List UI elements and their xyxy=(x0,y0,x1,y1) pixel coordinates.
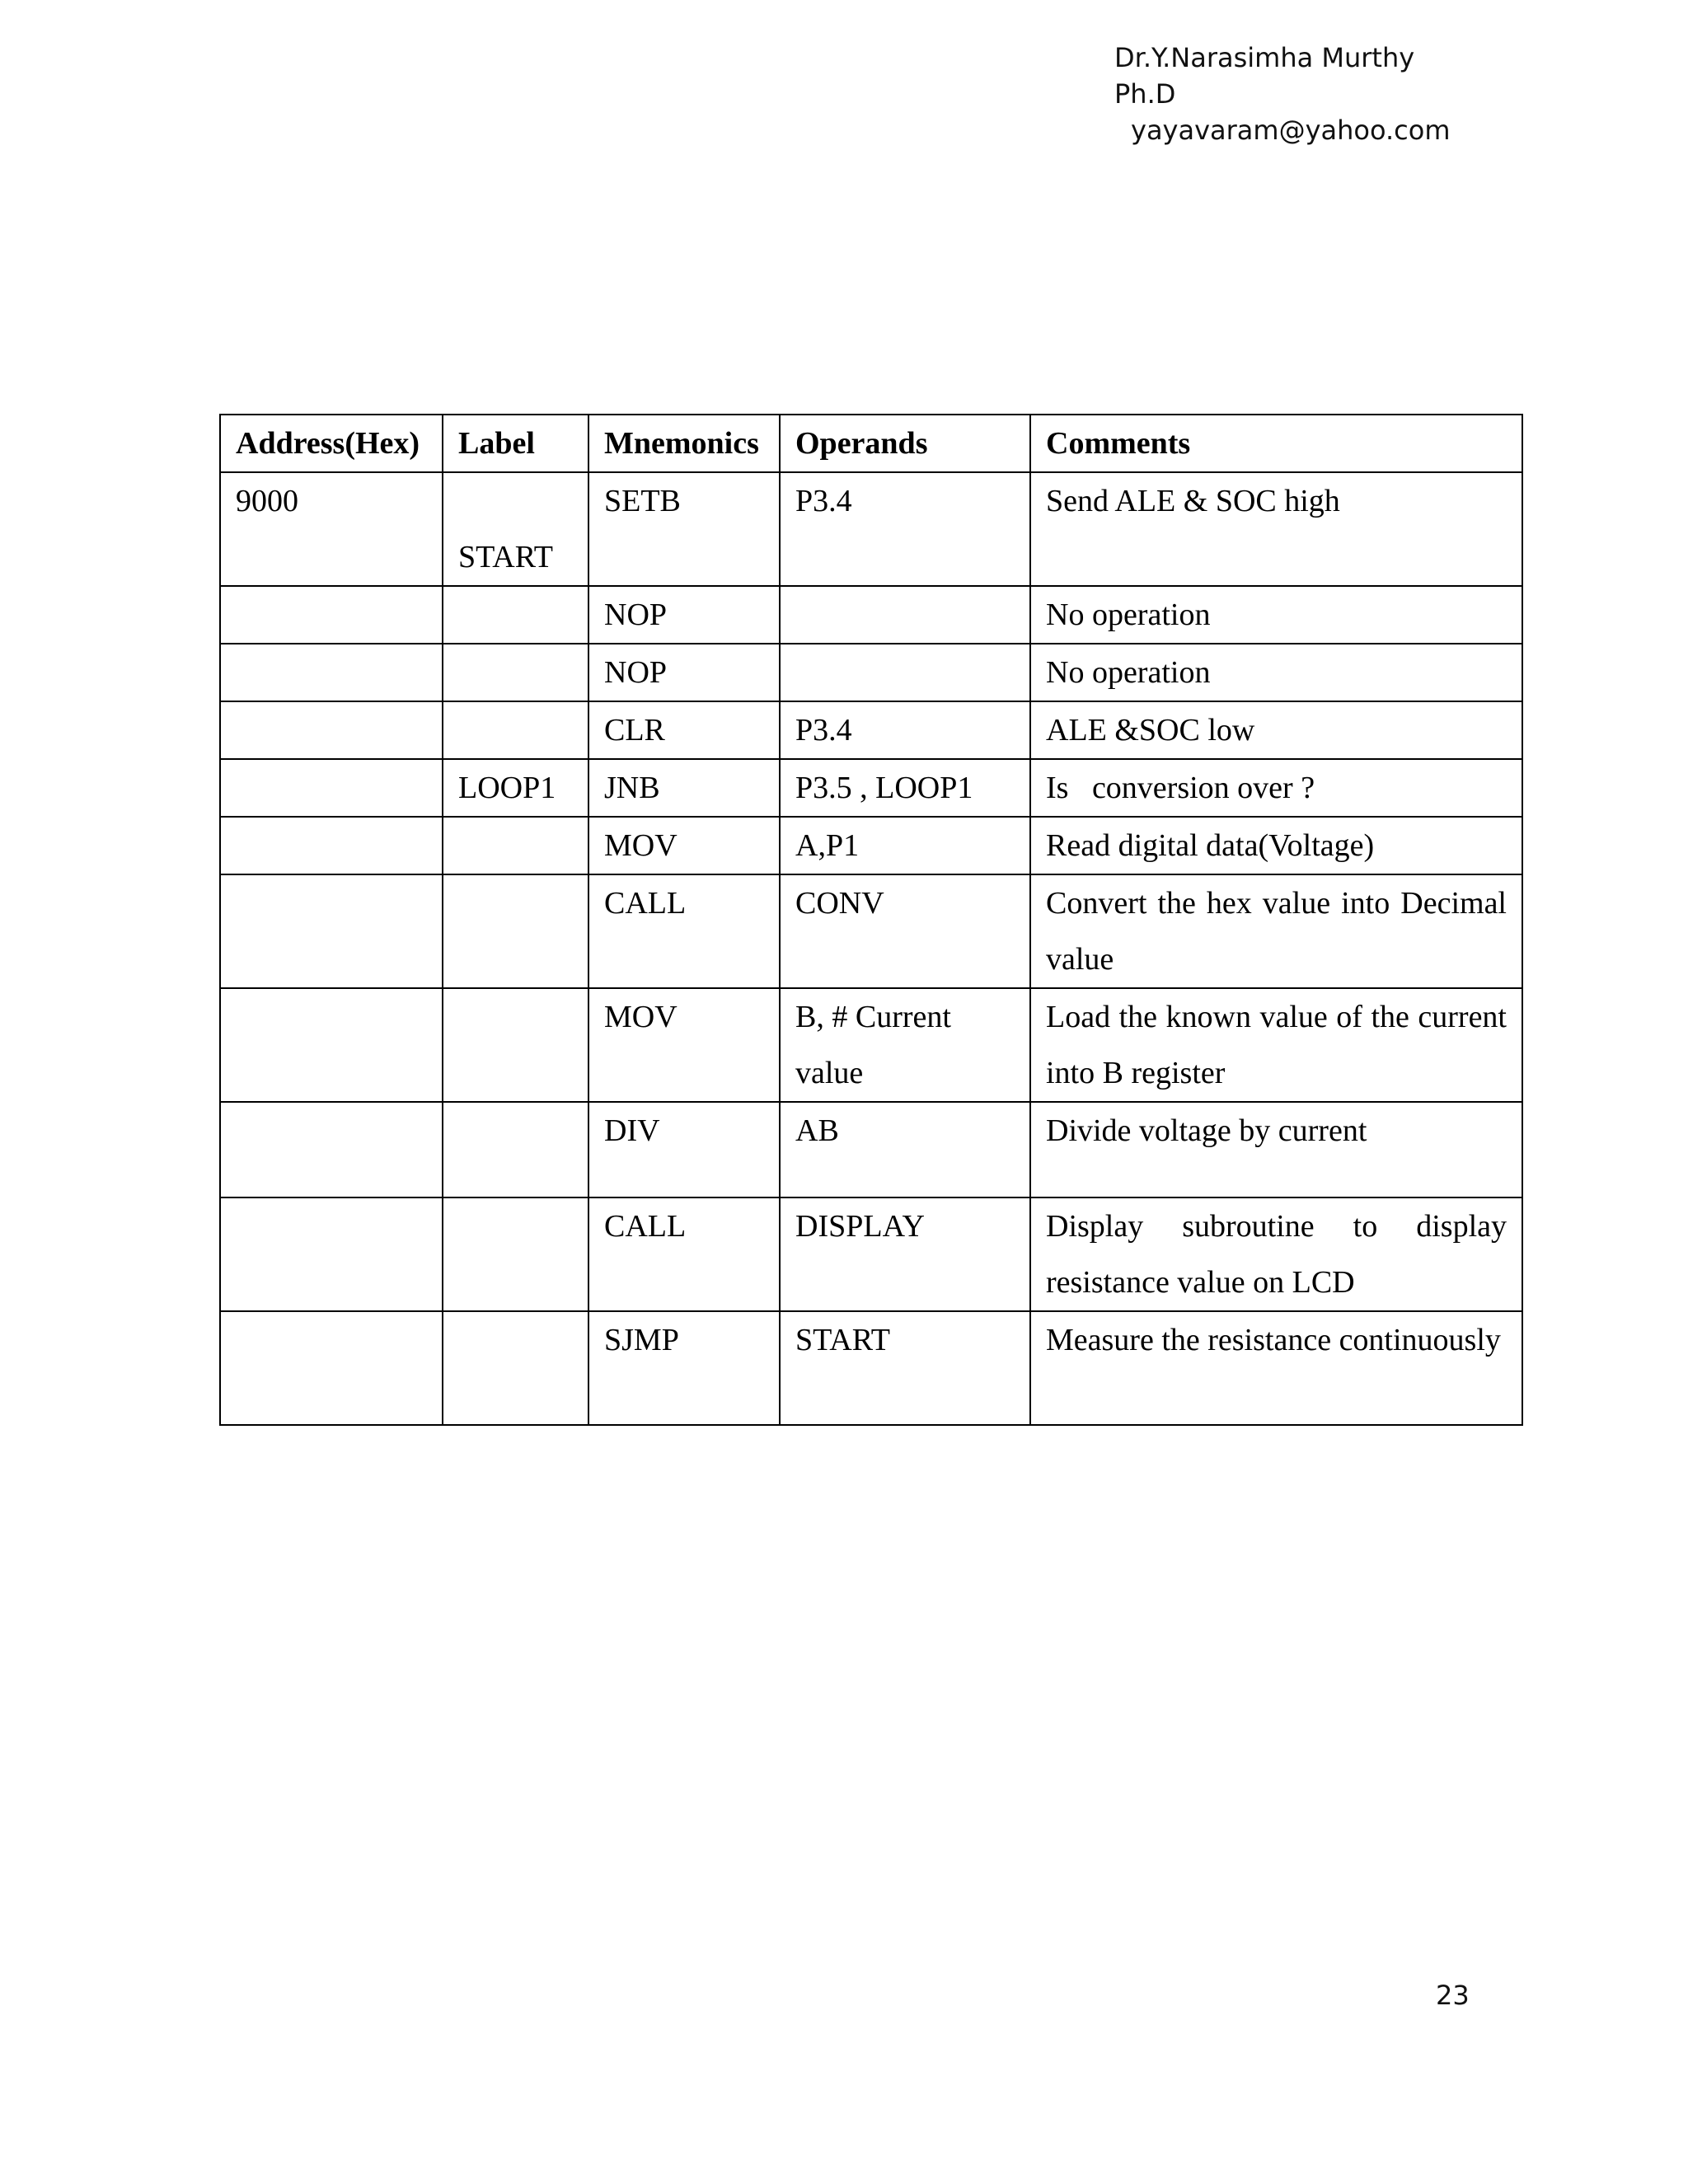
label-cell xyxy=(443,1311,588,1425)
comment-cell: Is conversion over ? xyxy=(1030,759,1522,817)
mnemonic-cell: SETB xyxy=(588,472,780,586)
mnemonic-cell: CALL xyxy=(588,874,780,988)
address-cell xyxy=(220,1197,443,1311)
table-row xyxy=(220,701,1522,759)
comment-cell: Divide voltage by current xyxy=(1030,1102,1522,1197)
operand-cell xyxy=(780,586,1030,644)
address-cell: 9000 xyxy=(220,472,443,586)
operand-cell: CONV xyxy=(780,874,1030,988)
comment-cell: Convert the hex value into Decimal value xyxy=(1030,874,1522,988)
address-cell xyxy=(220,1311,443,1425)
page-number: 23 xyxy=(1436,1980,1470,2011)
label-cell xyxy=(443,472,588,586)
operand-cell: A,P1 xyxy=(780,817,1030,874)
table-row xyxy=(220,1197,1522,1311)
address-cell xyxy=(220,874,443,988)
label-cell xyxy=(443,988,588,1102)
page-header xyxy=(1104,40,1484,148)
label-cell xyxy=(443,586,588,644)
label-text: START xyxy=(458,540,554,574)
column-header-operands: Operands xyxy=(780,415,1030,472)
table-row xyxy=(220,874,1522,988)
table-row xyxy=(220,759,1522,817)
label-cell xyxy=(443,874,588,988)
mnemonic-cell: NOP xyxy=(588,644,780,701)
mnemonic-cell: JNB xyxy=(588,759,780,817)
comment-cell: No operation xyxy=(1030,644,1522,701)
address-cell xyxy=(220,1102,443,1197)
operand-cell: P3.4 xyxy=(780,472,1030,586)
label-cell: LOOP1 xyxy=(443,759,588,817)
mnemonic-cell: CALL xyxy=(588,1197,780,1311)
comment-cell: Send ALE & SOC high xyxy=(1030,472,1522,586)
address-cell xyxy=(220,759,443,817)
mnemonic-cell: NOP xyxy=(588,586,780,644)
address-cell xyxy=(220,701,443,759)
mnemonic-cell: MOV xyxy=(588,817,780,874)
mnemonic-cell: DIV xyxy=(588,1102,780,1197)
label-cell xyxy=(443,1197,588,1311)
assembly-program-table xyxy=(219,414,1523,1426)
table-header-row xyxy=(220,415,1522,472)
column-header-comments: Comments xyxy=(1030,415,1522,472)
comment-cell: ALE &SOC low xyxy=(1030,701,1522,759)
label-cell xyxy=(443,1102,588,1197)
author-name: Dr.Y.Narasimha Murthy Ph.D xyxy=(1114,42,1415,110)
column-header-label: Label xyxy=(443,415,588,472)
table-row xyxy=(220,586,1522,644)
operand-cell: B, # Current value xyxy=(780,988,1030,1102)
operand-cell: DISPLAY xyxy=(780,1197,1030,1311)
mnemonic-cell: MOV xyxy=(588,988,780,1102)
operand-cell: P3.4 xyxy=(780,701,1030,759)
comment-cell: Measure the resistance continuously xyxy=(1030,1311,1522,1425)
comment-cell: Load the known value of the current into B register xyxy=(1030,988,1522,1102)
address-cell xyxy=(220,988,443,1102)
mnemonic-cell: CLR xyxy=(588,701,780,759)
label-cell xyxy=(443,701,588,759)
operand-cell xyxy=(780,644,1030,701)
address-cell xyxy=(220,644,443,701)
label-cell xyxy=(443,644,588,701)
address-cell xyxy=(220,586,443,644)
table-row xyxy=(220,472,1522,586)
mnemonic-cell: SJMP xyxy=(588,1311,780,1425)
author-email: yayavaram@yahoo.com xyxy=(1131,115,1451,146)
column-header-address: Address(Hex) xyxy=(220,415,443,472)
comment-cell: Read digital data(Voltage) xyxy=(1030,817,1522,874)
operand-cell: AB xyxy=(780,1102,1030,1197)
address-cell xyxy=(220,817,443,874)
table-row xyxy=(220,817,1522,874)
table-row xyxy=(220,1102,1522,1197)
label-cell xyxy=(443,817,588,874)
column-header-mnemonics: Mnemonics xyxy=(588,415,780,472)
table-row xyxy=(220,644,1522,701)
operand-cell: P3.5 , LOOP1 xyxy=(780,759,1030,817)
operand-cell: START xyxy=(780,1311,1030,1425)
table-row xyxy=(220,988,1522,1102)
table-row xyxy=(220,1311,1522,1425)
comment-cell: Display subroutine to display resistance value on LCD xyxy=(1030,1197,1522,1311)
comment-cell: No operation xyxy=(1030,586,1522,644)
